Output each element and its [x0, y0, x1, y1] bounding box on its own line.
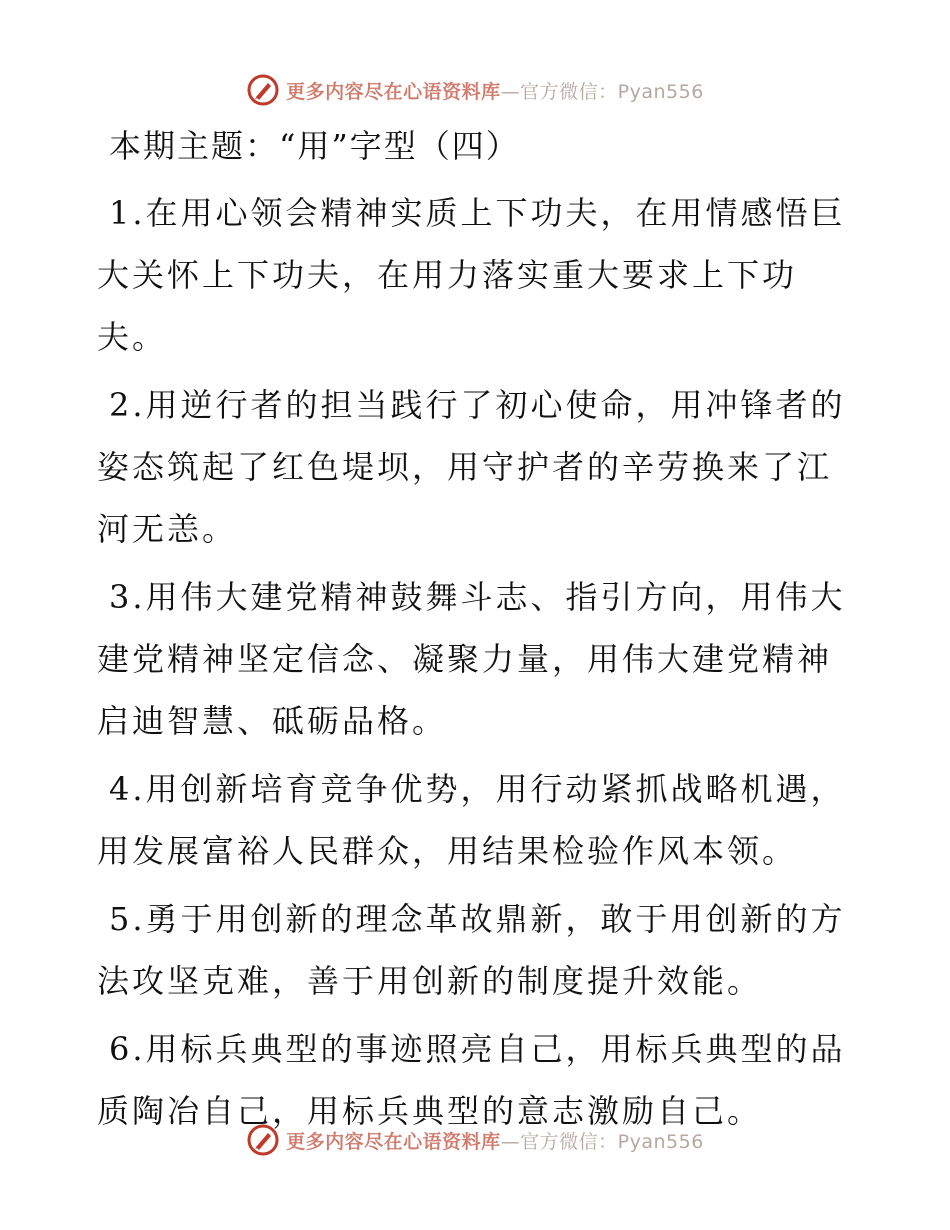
list-item: 4.用创新培育竞争优势，用行动紧抓战略机遇，用发展富裕人民群众，用结果检验作风本领。 [97, 770, 846, 870]
watermark-brand: 更多内容尽在心语资料库 [286, 1130, 501, 1153]
watermark-wechat: —官方微信：Pyan556 [500, 80, 704, 103]
watermark-text [286, 77, 704, 104]
document-title: 本期主题：“用”字型（四） [109, 127, 520, 165]
watermark-header [0, 70, 950, 110]
list-item: 3.用伟大建党精神鼓舞斗志、指引方向，用伟大建党精神坚定信念、凝聚力量，用伟大建党精神启迪智慧、砥砺品格。 [97, 578, 846, 740]
document-body [97, 118, 857, 1148]
watermark-text [286, 1127, 704, 1154]
list-item: 5.勇于用创新的理念革故鼎新，敢于用创新的方法攻坚克难，善于用创新的制度提升效能。 [97, 900, 846, 1000]
pen-logo-icon [246, 1123, 280, 1157]
list-item: 2.用逆行者的担当践行了初心使命，用冲锋者的姿态筑起了红色堤坝，用守护者的辛劳换来了江河无恙。 [97, 386, 846, 548]
list-item: 6.用标兵典型的事迹照亮自己，用标兵典型的品质陶冶自己，用标兵典型的意志激励自己。 [97, 1030, 846, 1130]
watermark-wechat: —官方微信：Pyan556 [500, 1130, 704, 1153]
list-item: 1.在用心领会精神实质上下功夫，在用情感悟巨大关怀上下功夫，在用力落实重大要求上下功夫。 [97, 194, 846, 356]
watermark-brand: 更多内容尽在心语资料库 [286, 80, 501, 103]
watermark-footer [0, 1120, 950, 1160]
pen-logo-icon [246, 73, 280, 107]
